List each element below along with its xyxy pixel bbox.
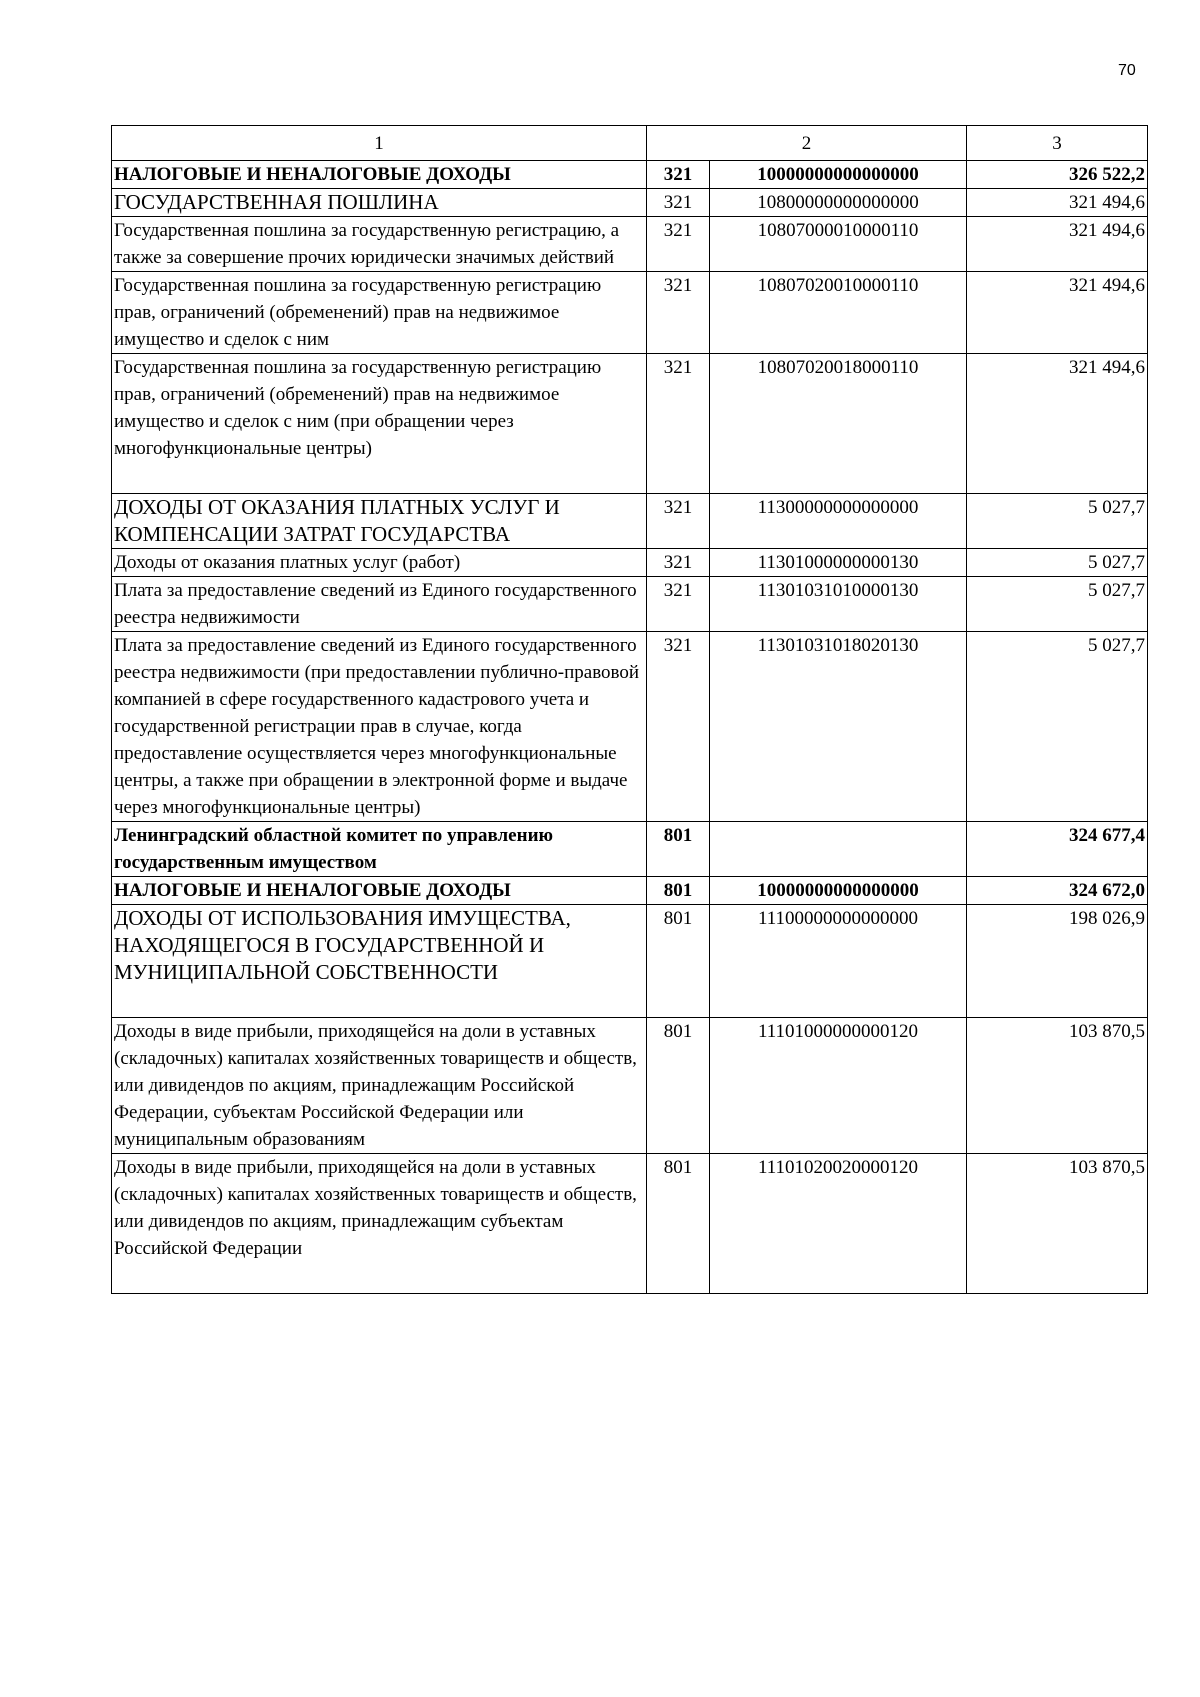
revenue-table (111, 125, 1148, 1294)
row-name: НАЛОГОВЫЕ И НЕНАЛОГОВЫЕ ДОХОДЫ (112, 877, 647, 905)
header-col-2: 2 (647, 126, 967, 161)
row-budget-code: 10000000000000000 (710, 877, 967, 905)
row-amount: 324 672,0 (967, 877, 1148, 905)
table-row (112, 161, 1148, 189)
row-name: НАЛОГОВЫЕ И НЕНАЛОГОВЫЕ ДОХОДЫ (112, 161, 647, 189)
row-name: Государственная пошлина за государственную регистрацию, а также за совершение прочих юридически значимых действий (112, 217, 647, 272)
row-amount: 321 494,6 (967, 189, 1148, 217)
row-admin-code: 321 (647, 549, 710, 577)
row-amount: 198 026,9 (967, 905, 1148, 1018)
row-budget-code: 11100000000000000 (710, 905, 967, 1018)
table-row (112, 822, 1148, 877)
row-admin-code: 801 (647, 905, 710, 1018)
row-amount: 324 677,4 (967, 822, 1148, 877)
row-admin-code: 321 (647, 577, 710, 632)
row-budget-code: 11301000000000130 (710, 549, 967, 577)
table-row (112, 1154, 1148, 1294)
row-budget-code: 10807020018000110 (710, 354, 967, 494)
row-amount: 5 027,7 (967, 494, 1148, 549)
table-row (112, 1018, 1148, 1154)
row-admin-code: 801 (647, 822, 710, 877)
row-name: Плата за предоставление сведений из Единого государственного реестра недвижимости (112, 577, 647, 632)
row-budget-code: 10807000010000110 (710, 217, 967, 272)
row-admin-code: 321 (647, 272, 710, 354)
table-row (112, 494, 1148, 549)
row-budget-code: 11101020020000120 (710, 1154, 967, 1294)
table-row (112, 549, 1148, 577)
row-admin-code: 801 (647, 1154, 710, 1294)
row-amount: 5 027,7 (967, 577, 1148, 632)
page-number: 70 (1118, 62, 1136, 79)
row-amount: 5 027,7 (967, 632, 1148, 822)
row-budget-code: 10800000000000000 (710, 189, 967, 217)
table-row (112, 905, 1148, 1018)
row-admin-code: 321 (647, 632, 710, 822)
row-budget-code: 11101000000000120 (710, 1018, 967, 1154)
row-name: Плата за предоставление сведений из Единого государственного реестра недвижимости (при предоставлении публично-правовой компанией в сфере государственного кадастрового учета и государственной регистрации прав в случае, когда предоставление осуществляется через многофункциональные центры, а также при обращении в электронной форме и выдаче через многофункциональные центры) (112, 632, 647, 822)
row-admin-code: 801 (647, 1018, 710, 1154)
row-budget-code: 10000000000000000 (710, 161, 967, 189)
row-budget-code: 11300000000000000 (710, 494, 967, 549)
row-amount: 5 027,7 (967, 549, 1148, 577)
row-admin-code: 321 (647, 494, 710, 549)
row-admin-code: 321 (647, 161, 710, 189)
row-budget-code: 11301031018020130 (710, 632, 967, 822)
row-amount: 103 870,5 (967, 1018, 1148, 1154)
row-admin-code: 321 (647, 189, 710, 217)
row-amount: 321 494,6 (967, 217, 1148, 272)
row-name: ДОХОДЫ ОТ ИСПОЛЬЗОВАНИЯ ИМУЩЕСТВА, НАХОДЯЩЕГОСЯ В ГОСУДАРСТВЕННОЙ И МУНИЦИПАЛЬНОЙ СОБСТВЕННОСТИ (112, 905, 647, 1018)
header-col-1: 1 (112, 126, 647, 161)
row-admin-code: 801 (647, 877, 710, 905)
row-budget-code: 10807020010000110 (710, 272, 967, 354)
row-name: Государственная пошлина за государственную регистрацию прав, ограничений (обременений) прав на недвижимое имущество и сделок с ним (112, 272, 647, 354)
row-amount: 103 870,5 (967, 1154, 1148, 1294)
row-name: Доходы в виде прибыли, приходящейся на доли в уставных (складочных) капиталах хозяйственных товариществ и обществ, или дивидендов по акциям, принадлежащим Российской Федерации, субъектам Российской Федерации или муниципальным образованиям (112, 1018, 647, 1154)
row-admin-code: 321 (647, 354, 710, 494)
row-name: Доходы от оказания платных услуг (работ) (112, 549, 647, 577)
table-row (112, 577, 1148, 632)
row-amount: 321 494,6 (967, 272, 1148, 354)
row-name: ГОСУДАРСТВЕННАЯ ПОШЛИНА (112, 189, 647, 217)
table-row (112, 354, 1148, 494)
row-name: ДОХОДЫ ОТ ОКАЗАНИЯ ПЛАТНЫХ УСЛУГ И КОМПЕНСАЦИИ ЗАТРАТ ГОСУДАРСТВА (112, 494, 647, 549)
table-row (112, 217, 1148, 272)
header-col-3: 3 (967, 126, 1148, 161)
table-row (112, 189, 1148, 217)
row-name: Государственная пошлина за государственную регистрацию прав, ограничений (обременений) прав на недвижимое имущество и сделок с ним (при обращении через многофункциональные центры) (112, 354, 647, 494)
table-header-row (112, 126, 1148, 161)
row-budget-code (710, 822, 967, 877)
row-admin-code: 321 (647, 217, 710, 272)
row-budget-code: 11301031010000130 (710, 577, 967, 632)
row-name: Ленинградский областной комитет по управлению государственным имуществом (112, 822, 647, 877)
row-amount: 326 522,2 (967, 161, 1148, 189)
row-amount: 321 494,6 (967, 354, 1148, 494)
table-row (112, 877, 1148, 905)
table-row (112, 632, 1148, 822)
table-row (112, 272, 1148, 354)
row-name: Доходы в виде прибыли, приходящейся на доли в уставных (складочных) капиталах хозяйственных товариществ и обществ, или дивидендов по акциям, принадлежащим субъектам Российской Федерации (112, 1154, 647, 1294)
